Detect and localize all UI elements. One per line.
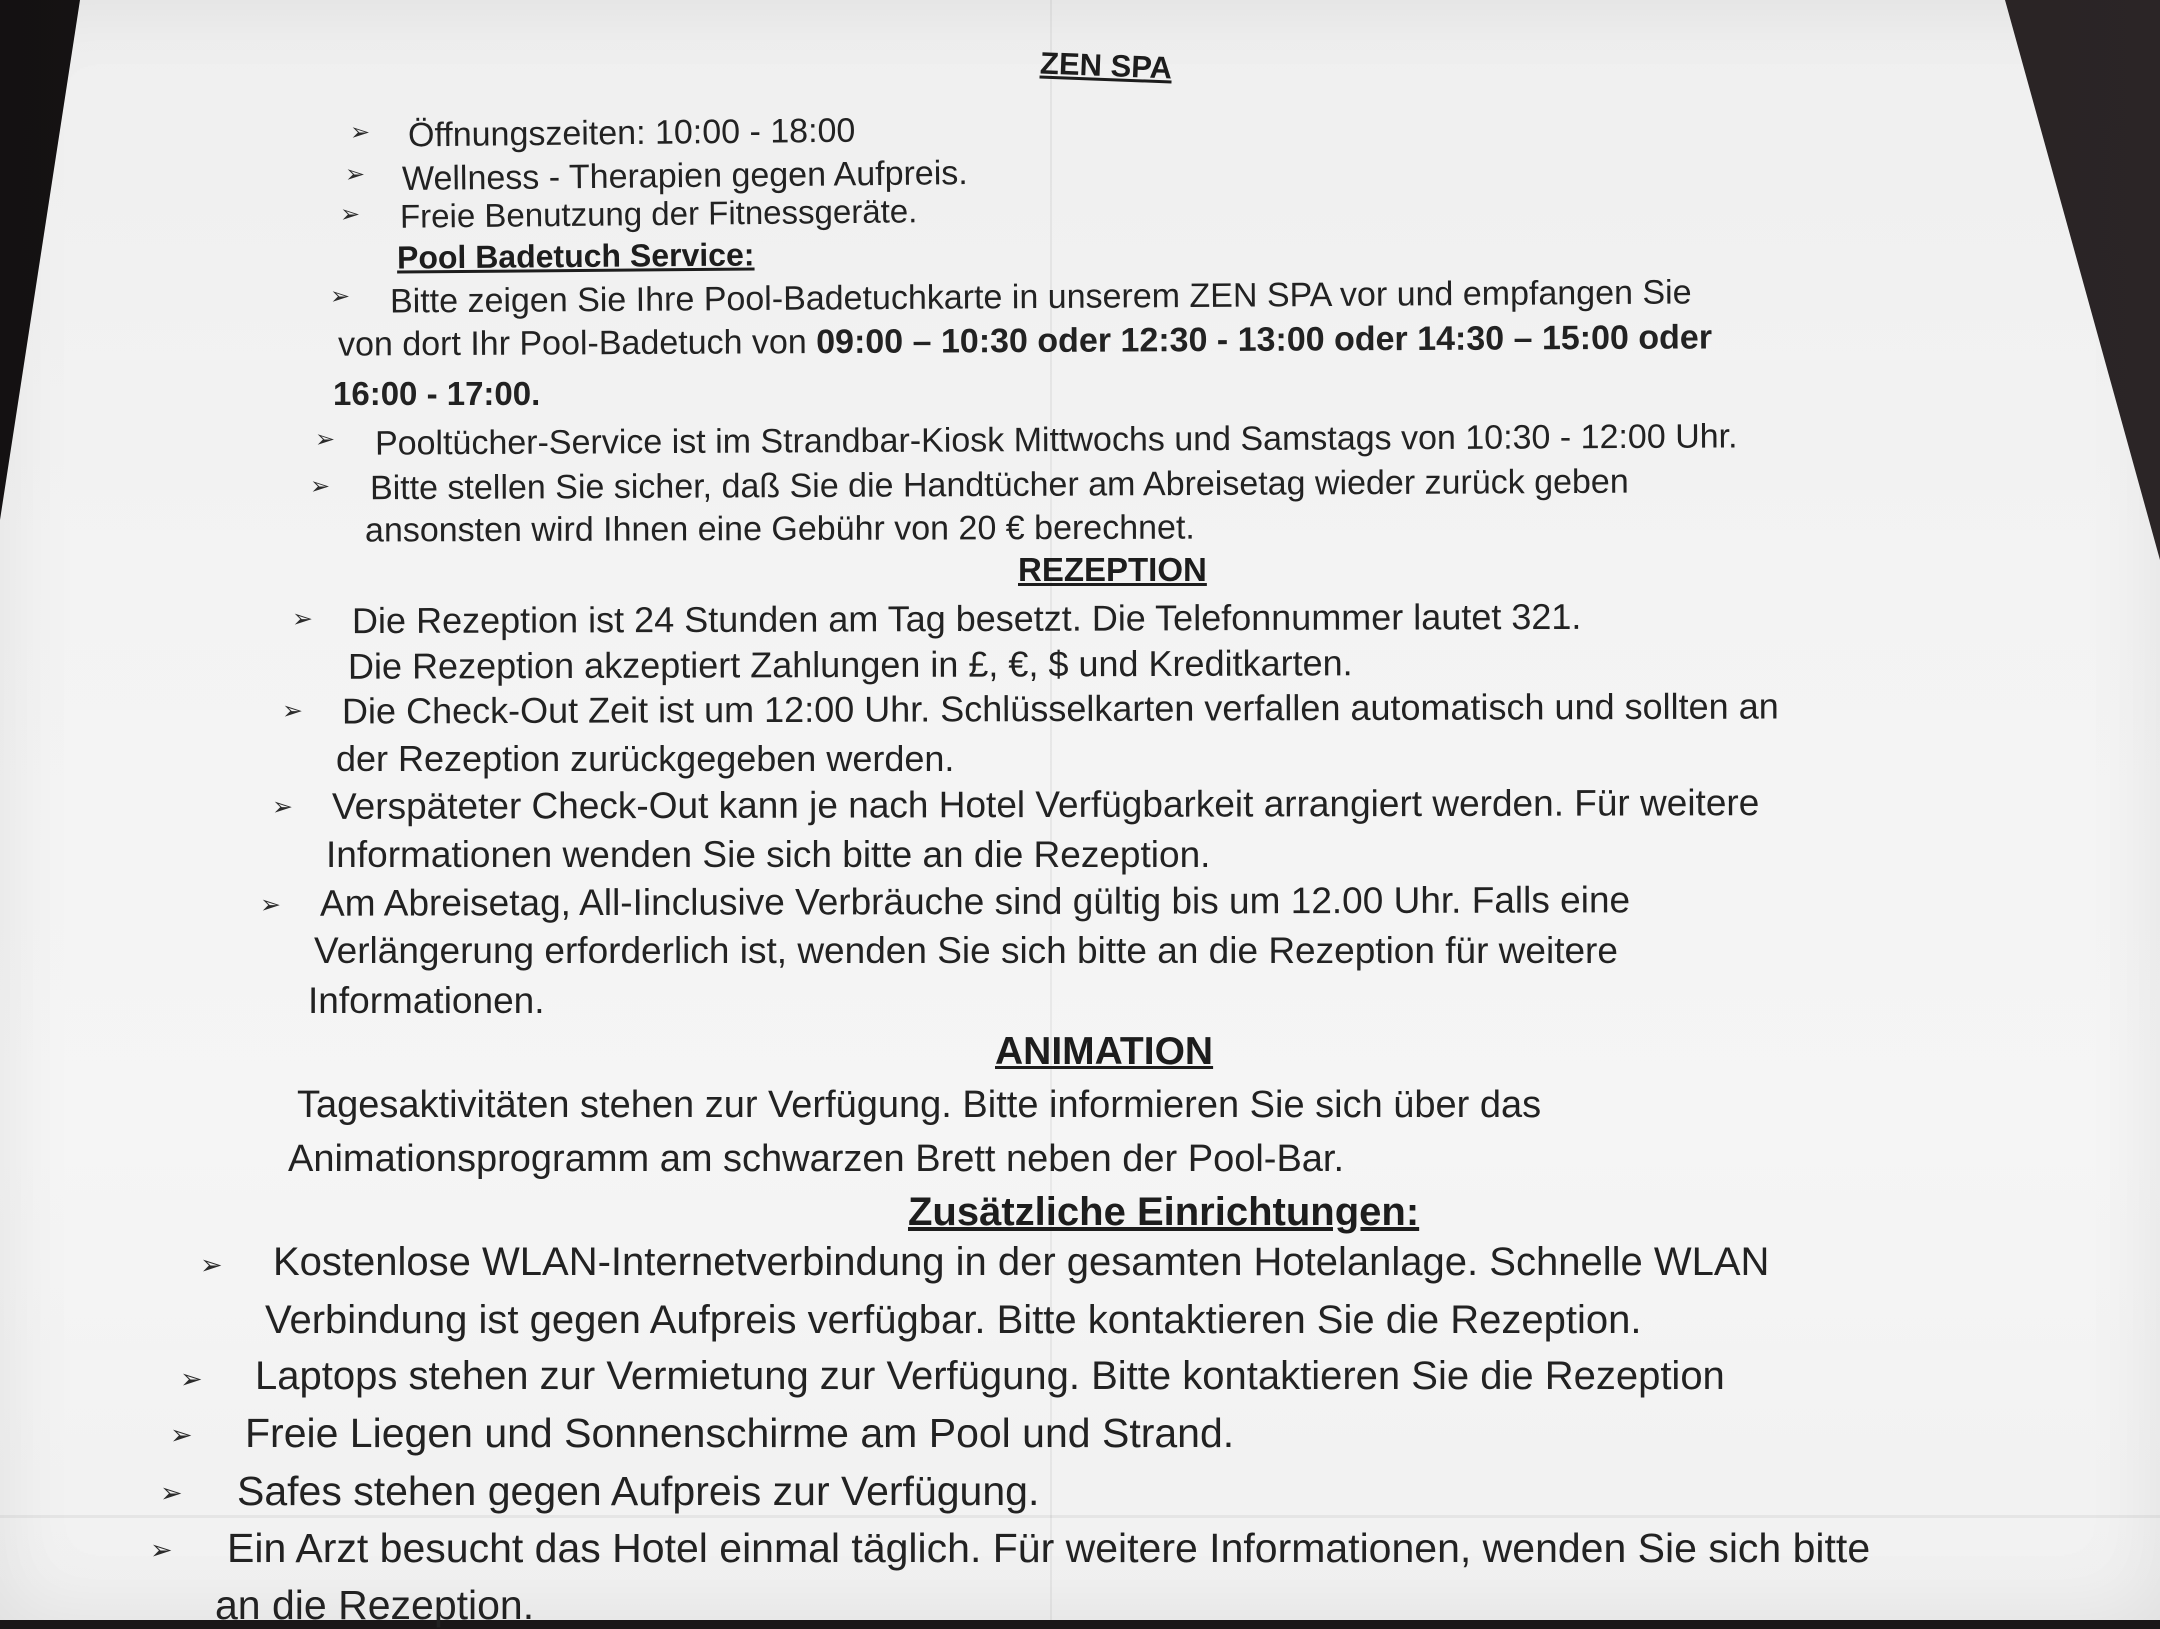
spa-fitness: Freie Benutzung der Fitnessgeräte.	[399, 192, 918, 235]
bullet-icon: ➢	[345, 160, 366, 188]
rezeption-item4-line3: Informationen.	[308, 980, 545, 1021]
bullet-icon: ➢	[350, 118, 371, 146]
towel-return-line2: ansonsten wird Ihnen eine Gebühr von 20 € berechnet.	[364, 508, 1195, 550]
arzt-line1: Ein Arzt besucht das Hotel einmal täglich. Für weitere Informationen, wenden Sie sich bitte	[227, 1525, 1871, 1571]
rezeption-title: REZEPTION	[1018, 551, 1207, 588]
bullet-icon: ➢	[272, 792, 293, 821]
laptops-line: Laptops stehen zur Vermietung zur Verfügung. Bitte kontaktieren Sie die Rezeption	[255, 1354, 1725, 1398]
safes-line: Safes stehen gegen Aufpreis zur Verfügung.	[237, 1468, 1040, 1514]
rezeption-item1-line2: Die Rezeption akzeptiert Zahlungen in £, €, $ und Kreditkarten.	[347, 642, 1353, 687]
animation-line2: Animationsprogramm am schwarzen Brett neben der Pool-Bar.	[288, 1138, 1345, 1180]
pool-text-line3: 16:00 - 17:00.	[333, 375, 541, 412]
bullet-icon: ➢	[170, 1420, 193, 1451]
pool-text-line2-start: von dort Ihr Pool-Badetuch von	[337, 323, 807, 364]
bullet-icon: ➢	[315, 425, 336, 453]
spa-wellness: Wellness - Therapien gegen Aufpreis.	[401, 154, 968, 198]
rezeption-item3-line1: Verspäteter Check-Out kann je nach Hotel Verfügbarkeit arrangiert werden. Für weitere	[331, 782, 1760, 827]
pool-text-line1: Bitte zeigen Sie Ihre Pool-Badetuchkarte in unserem ZEN SPA vor und empfangen Sie	[389, 273, 1692, 321]
rezeption-item2-line2: der Rezeption zurückgegeben werden.	[336, 738, 955, 779]
wlan-line2: Verbindung ist gegen Aufpreis verfügbar. Bitte kontaktieren Sie die Rezeption.	[265, 1298, 1642, 1342]
towel-return-line1: Bitte stellen Sie sicher, daß Sie die Handtücher am Abreisetag wieder zurück geben	[369, 462, 1629, 508]
pool-service-line: Pooltücher-Service ist im Strandbar-Kiosk Mittwochs und Samstags von 10:30 - 12:00 Uhr.	[374, 417, 1738, 463]
bullet-icon: ➢	[340, 200, 361, 228]
animation-title: ANIMATION	[995, 1030, 1214, 1073]
animation-line1: Tagesaktivitäten stehen zur Verfügung. Bitte informieren Sie sich über das	[297, 1084, 1542, 1126]
zen-spa-title: ZEN SPA	[1039, 45, 1173, 86]
pool-text-line2	[338, 318, 1712, 364]
spa-hours: Öffnungszeiten: 10:00 - 18:00	[407, 111, 856, 155]
rezeption-item4-line1: Am Abreisetag, All-Iinclusive Verbräuche sind gültig bis um 12.00 Uhr. Falls eine	[319, 879, 1631, 924]
bullet-icon: ➢	[330, 282, 351, 310]
rezeption-item2-line1: Die Check-Out Zeit ist um 12:00 Uhr. Schlüsselkarten verfallen automatisch und sollten an	[341, 685, 1779, 732]
pool-text-times: 09:00 – 10:30 oder 12:30 - 13:00 oder 14:30 – 15:00 oder	[816, 318, 1713, 362]
pool-badetuch-heading: Pool Badetuch Service:	[396, 236, 755, 276]
bullet-icon: ➢	[200, 1250, 223, 1281]
bullet-icon: ➢	[180, 1364, 203, 1395]
bullet-icon: ➢	[150, 1535, 173, 1566]
wlan-line1: Kostenlose WLAN-Internetverbindung in der gesamten Hotelanlage. Schnelle WLAN	[273, 1240, 1770, 1284]
rezeption-item1-line1: Die Rezeption ist 24 Stunden am Tag besetzt. Die Telefonnummer lautet 321.	[351, 595, 1582, 642]
bullet-icon: ➢	[310, 472, 331, 500]
zusatz-title: Zusätzliche Einrichtungen:	[908, 1190, 1420, 1234]
arzt-line2: an die Rezeption.	[215, 1582, 535, 1628]
liegen-line: Freie Liegen und Sonnenschirme am Pool und Strand.	[245, 1410, 1235, 1456]
bullet-icon: ➢	[160, 1478, 183, 1509]
bullet-icon: ➢	[292, 604, 313, 633]
bullet-icon: ➢	[282, 696, 303, 725]
rezeption-item3-line2: Informationen wenden Sie sich bitte an die Rezeption.	[326, 834, 1211, 875]
bullet-icon: ➢	[260, 890, 281, 919]
rezeption-item4-line2: Verlängerung erforderlich ist, wenden Sie sich bitte an die Rezeption für weitere	[314, 930, 1618, 971]
